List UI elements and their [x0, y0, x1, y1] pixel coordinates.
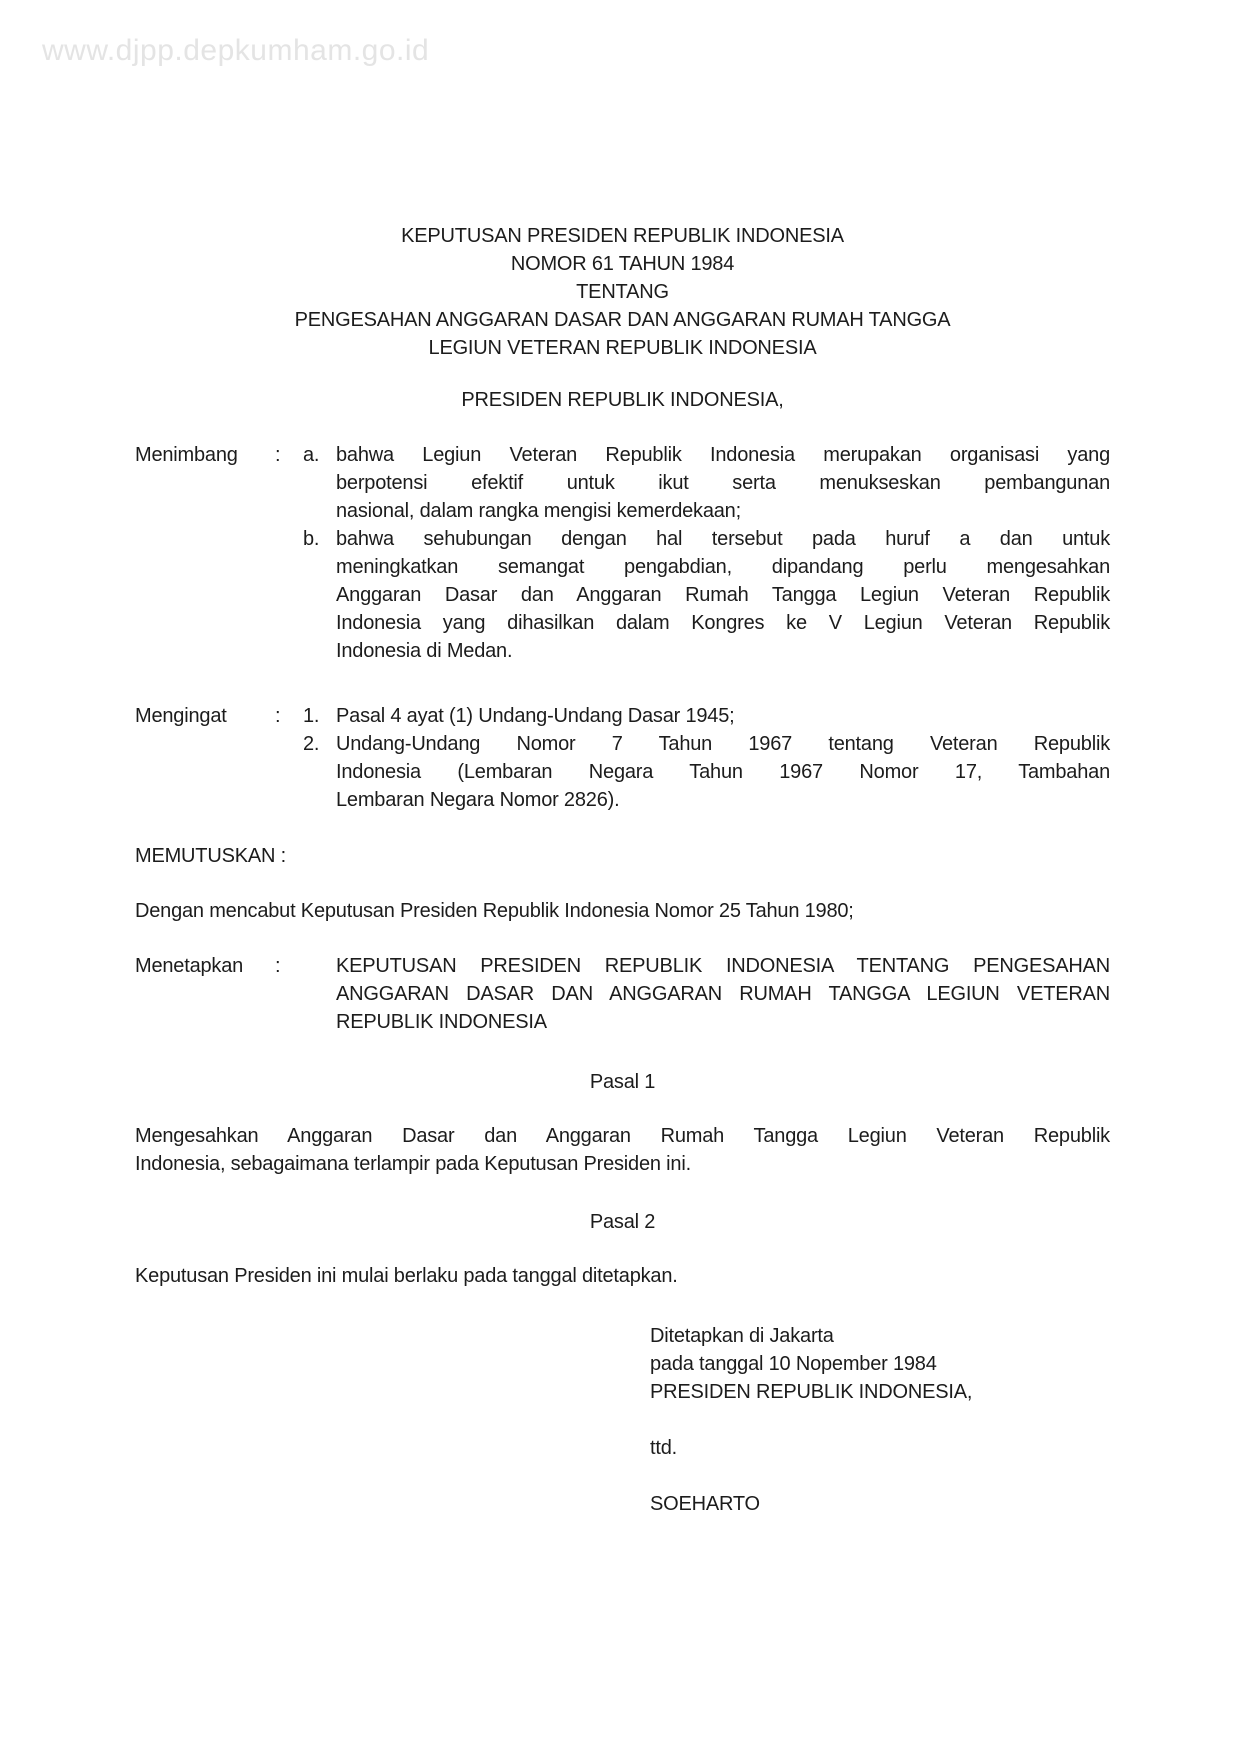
- signature-ttd: ttd.: [650, 1437, 677, 1459]
- revocation-line: Dengan mencabut Keputusan Presiden Republik Indonesia Nomor 25 Tahun 1980;: [135, 900, 854, 922]
- menetapkan-colon: :: [275, 955, 281, 977]
- menimbang-items: [303, 441, 1110, 665]
- menetapkan-text: KEPUTUSAN PRESIDEN REPUBLIK INDONESIA TENTANG PENGESAHAN ANGGARAN DASAR DAN ANGGARAN RUMAH TANGGA LEGIUN VETERAN REPUBLIK INDONESIA: [336, 955, 1110, 1033]
- item-text: bahwa sehubungan dengan hal tersebut pada huruf a dan untuk meningkatkan semangat pengabdian, dipandang perlu mengesahkan Anggaran Dasar dan Anggaran Rumah Tangga Legiun Veteran Republik Indonesia yang dihasilkan dalam Kongres ke V Legiun Veteran Republik Indonesia di Medan.: [336, 528, 1110, 662]
- mengingat-colon: :: [275, 705, 281, 727]
- item-marker: b.: [303, 528, 320, 550]
- menimbang-item-b: [303, 525, 1110, 665]
- mengingat-item-1: [303, 702, 1110, 730]
- item-marker: 1.: [303, 705, 320, 727]
- mengingat-item-2: [303, 730, 1110, 814]
- signature-block: [650, 1322, 1110, 1518]
- watermark-url: www.djpp.depkumham.go.id: [42, 34, 430, 67]
- menetapkan-label: Menetapkan: [135, 955, 244, 977]
- pasal-1-heading: Pasal 1: [589, 1071, 656, 1093]
- pasal-2-heading: Pasal 2: [589, 1211, 656, 1233]
- item-text: Undang-Undang Nomor 7 Tahun 1967 tentang Veteran Republik Indonesia (Lembaran Negara Tahun 1967 Nomor 17, Tambahan Lembaran Negara Nomor 2826).: [336, 733, 1110, 811]
- mengingat-label: Mengingat: [135, 705, 227, 727]
- item-marker: a.: [303, 444, 320, 466]
- memutuskan-heading: MEMUTUSKAN :: [135, 845, 286, 867]
- section-menetapkan: [135, 952, 1110, 1036]
- document-title: KEPUTUSAN PRESIDEN REPUBLIK INDONESIA NOMOR 61 TAHUN 1984 TENTANG PENGESAHAN ANGGARAN DASAR DAN ANGGARAN RUMAH TANGGA LEGIUN VETERAN REPUBLIK INDONESIA: [294, 225, 951, 359]
- signature-place-date: Ditetapkan di Jakarta pada tanggal 10 Nopember 1984 PRESIDEN REPUBLIK INDONESIA,: [650, 1325, 973, 1403]
- section-menimbang: [135, 441, 1110, 665]
- pasal-2-body: Keputusan Presiden ini mulai berlaku pada tanggal ditetapkan.: [135, 1265, 678, 1287]
- item-text: Pasal 4 ayat (1) Undang-Undang Dasar 1945;: [336, 705, 735, 727]
- menimbang-label: Menimbang: [135, 444, 238, 466]
- signature-name: SOEHARTO: [650, 1493, 760, 1515]
- mengingat-items: [303, 702, 1110, 814]
- pasal-1-body: Mengesahkan Anggaran Dasar dan Anggaran Rumah Tangga Legiun Veteran Republik Indonesia, sebagaimana terlampir pada Keputusan Presiden ini.: [135, 1125, 1110, 1175]
- item-text: bahwa Legiun Veteran Republik Indonesia merupakan organisasi yang berpotensi efektif untuk ikut serta menukseskan pembangunan nasional, dalam rangka mengisi kemerdekaan;: [336, 444, 1110, 522]
- menimbang-item-a: [303, 441, 1110, 525]
- item-marker: 2.: [303, 733, 320, 755]
- menimbang-colon: :: [275, 444, 281, 466]
- salutation-line: PRESIDEN REPUBLIK INDONESIA,: [461, 389, 784, 411]
- section-mengingat: [135, 702, 1110, 814]
